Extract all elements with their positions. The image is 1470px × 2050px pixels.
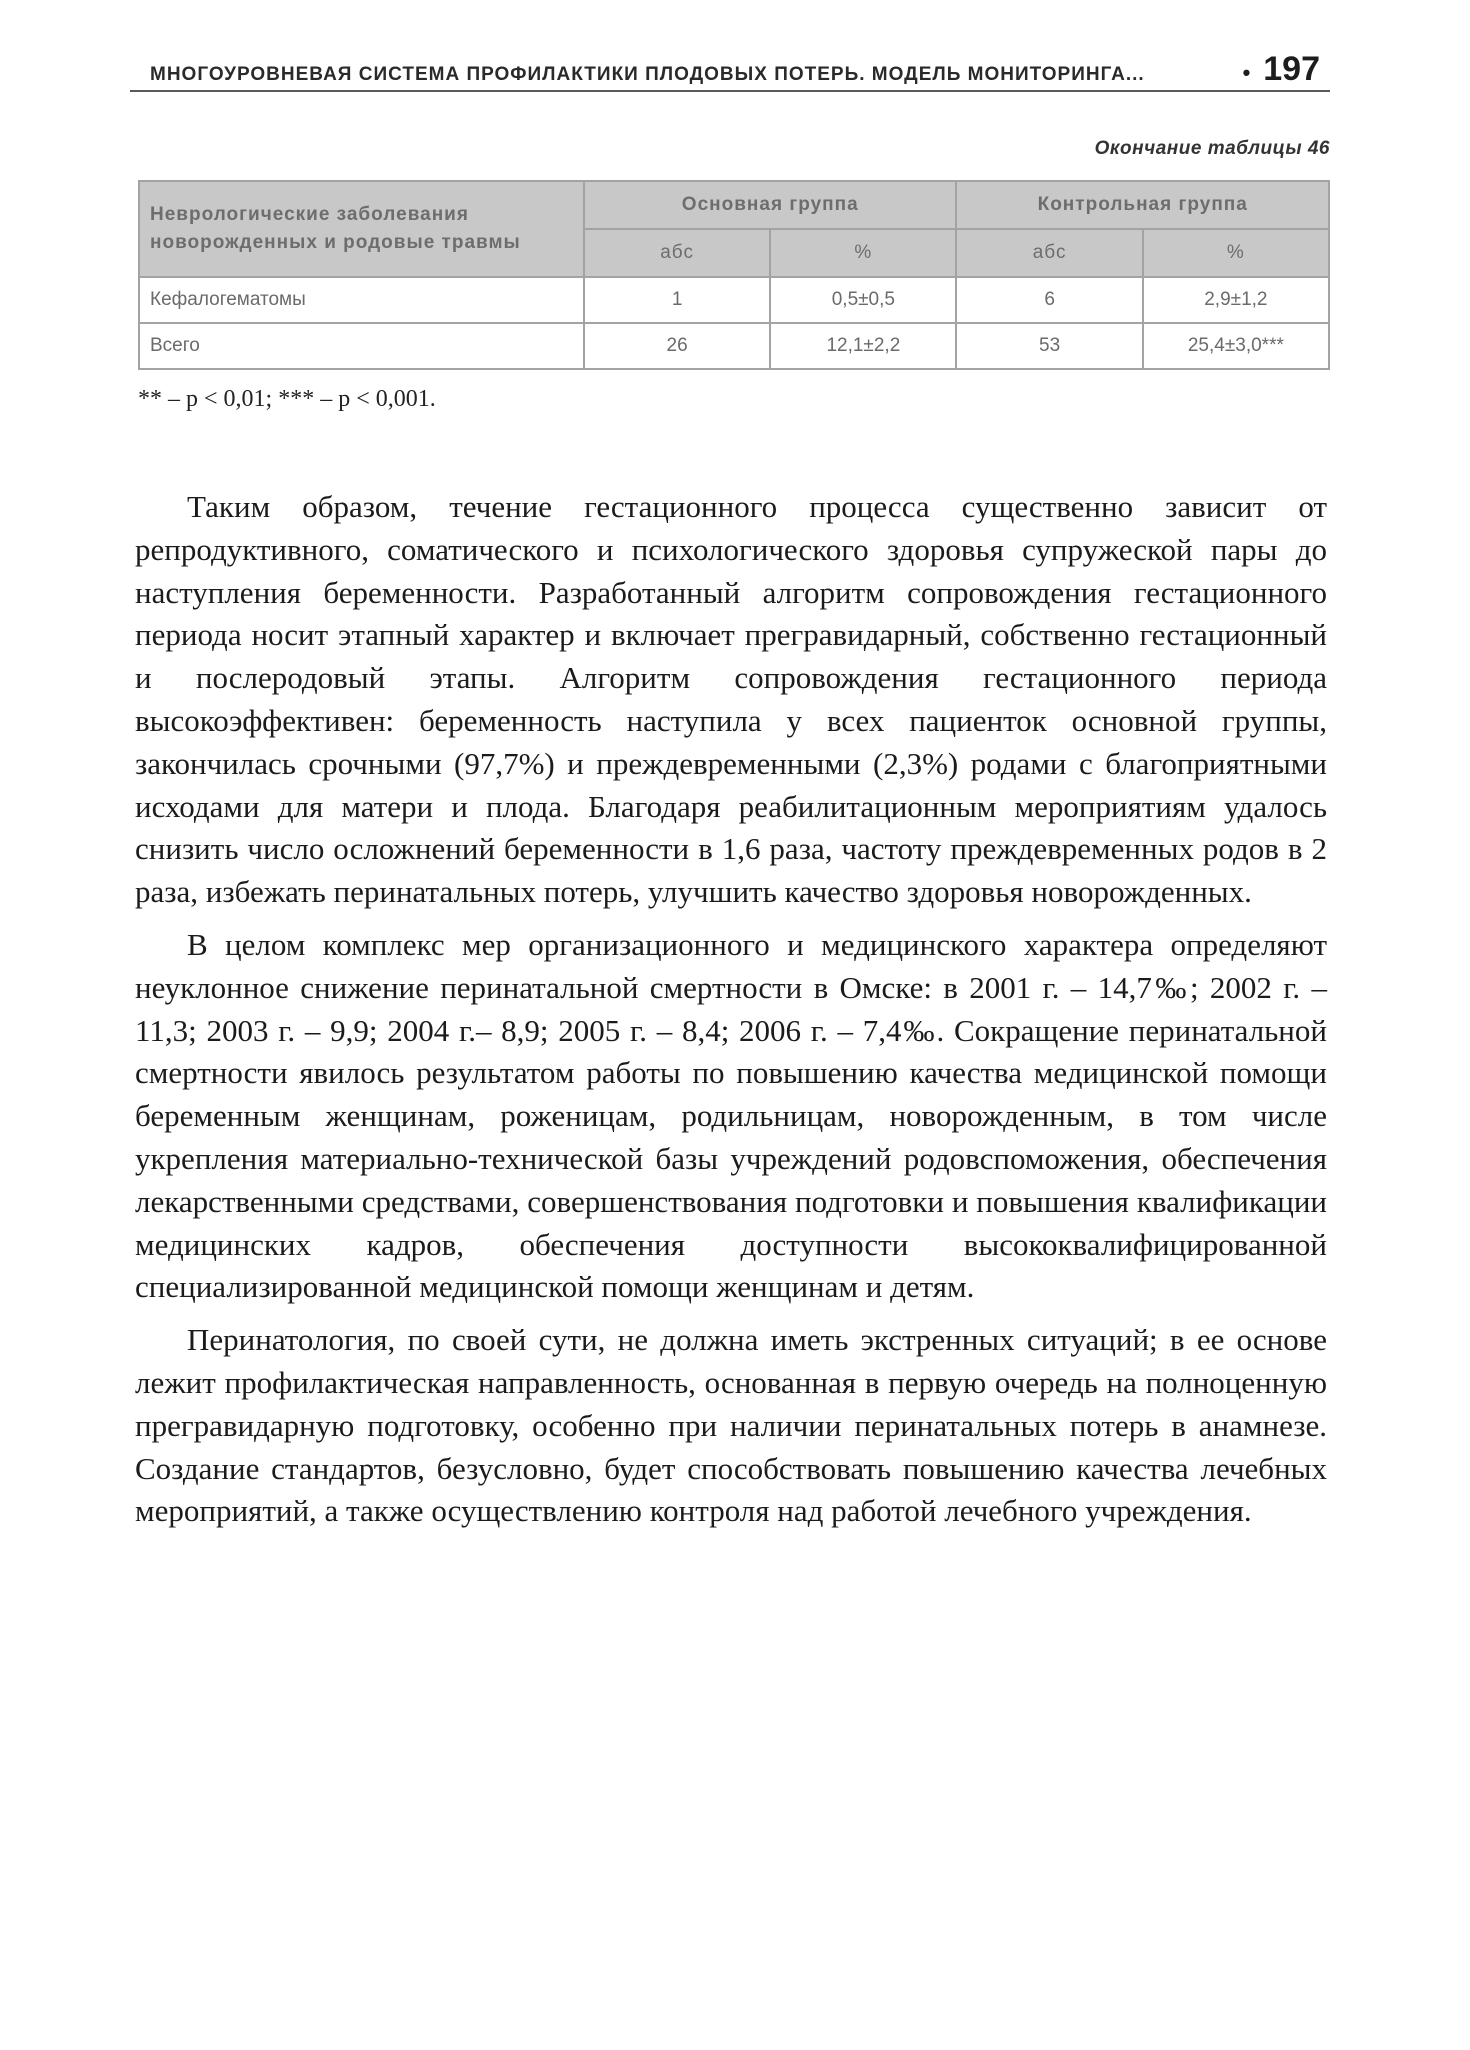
row-label: Кефалогематомы xyxy=(139,277,584,323)
cell-main-abs: 1 xyxy=(584,277,770,323)
paragraph: Перинатология, по своей сути, не должна иметь экстренных ситуаций; в ее основе лежит профилактическая направленность, основанная в первую очередь на полноценную прегравидарную подготовку, особенно при наличии перинатальных потерь в анамнезе. Создание стандартов, безусловно, будет способствовать повышению качества лечебных мероприятий, а также осуществлению контроля над работой лечебного учреждения. xyxy=(135,1322,1327,1529)
paragraph: В целом комплекс мер организационного и медицинского характера определяют неуклонное снижение перинатальной смертности в Омске: в 2001 г. – 14,7‰; 2002 г. – 11,3; 2003 г. – 9,9; 2004 г.– 8,9; 2005 г. – 8,4; 2006 г. – 7,4‰. Сокращение перинатальной смертности явилось результатом работы по повышению качества медицинской помощи беременным женщинам, роженицам, родильницам, новорожденным, в том числе укрепления материально-технической базы учреждений родовспоможения, обеспечения лекарственными средствами, совершенствования подготовки и повышения квалификации медицинских кадров, обеспечения доступности высококвалифицированной специализированной медицинской помощи женщинам и детям. xyxy=(135,926,1327,1305)
paragraph: Таким образом, течение гестационного процесса существенно зависит от репродуктивного, соматического и психологического здоровья супружеской пары до наступления беременности. Разработанный алгоритм сопровождения гестационного периода носит этапный характер и включает прегравидарный, собственно гестационный и послеродовый этапы. Алгоритм сопровождения гестационного периода высокоэффективен: беременность наступила у всех пациенток основной группы, закончилась срочными (97,7%) и преждевременными (2,3%) родами с благоприятными исходами для матери и плода. Благодаря реабилитационным мероприятиям удалось снизить число осложнений беременности в 1,6 раза, частоту преждевременных родов в 2 раза, избежать перинатальных потерь, улучшить качество здоровья новорожденных. xyxy=(135,489,1327,910)
cell-main-abs: 26 xyxy=(584,323,770,369)
cell-main-pct: 12,1±2,2 xyxy=(770,323,956,369)
table-row xyxy=(139,323,1329,369)
row-label: Всего xyxy=(139,323,584,369)
cell-control-abs: 6 xyxy=(956,277,1142,323)
subheader-control-abs: абс xyxy=(956,229,1142,277)
cell-control-pct: 2,9±1,2 xyxy=(1143,277,1329,323)
body-text xyxy=(135,486,1327,1543)
running-head-bullet: • xyxy=(1242,60,1252,85)
table-caption: Окончание таблицы 46 xyxy=(1094,138,1330,159)
running-head-title: МНОГОУРОВНЕВАЯ СИСТЕМА ПРОФИЛАКТИКИ ПЛОДОВЫХ ПОТЕРЬ. МОДЕЛЬ МОНИТОРИНГА... xyxy=(150,64,1145,85)
data-table xyxy=(138,180,1330,370)
header-rule xyxy=(130,90,1330,92)
subheader-control-pct: % xyxy=(1143,229,1329,277)
subheader-main-abs: абс xyxy=(584,229,770,277)
column-header-condition: Неврологические заболевания новорожденных и родовые травмы xyxy=(139,181,584,277)
table-header-row xyxy=(139,181,1329,229)
running-head xyxy=(150,50,1320,86)
column-header-main-group: Основная группа xyxy=(584,181,957,229)
page-number: 197 xyxy=(1263,50,1320,88)
cell-main-pct: 0,5±0,5 xyxy=(770,277,956,323)
column-header-control-group: Контрольная группа xyxy=(956,181,1329,229)
table-row xyxy=(139,277,1329,323)
cell-control-abs: 53 xyxy=(956,323,1142,369)
cell-control-pct: 25,4±3,0*** xyxy=(1143,323,1329,369)
table-footnote: ** – p < 0,01; *** – p < 0,001. xyxy=(138,386,436,412)
subheader-main-pct: % xyxy=(770,229,956,277)
